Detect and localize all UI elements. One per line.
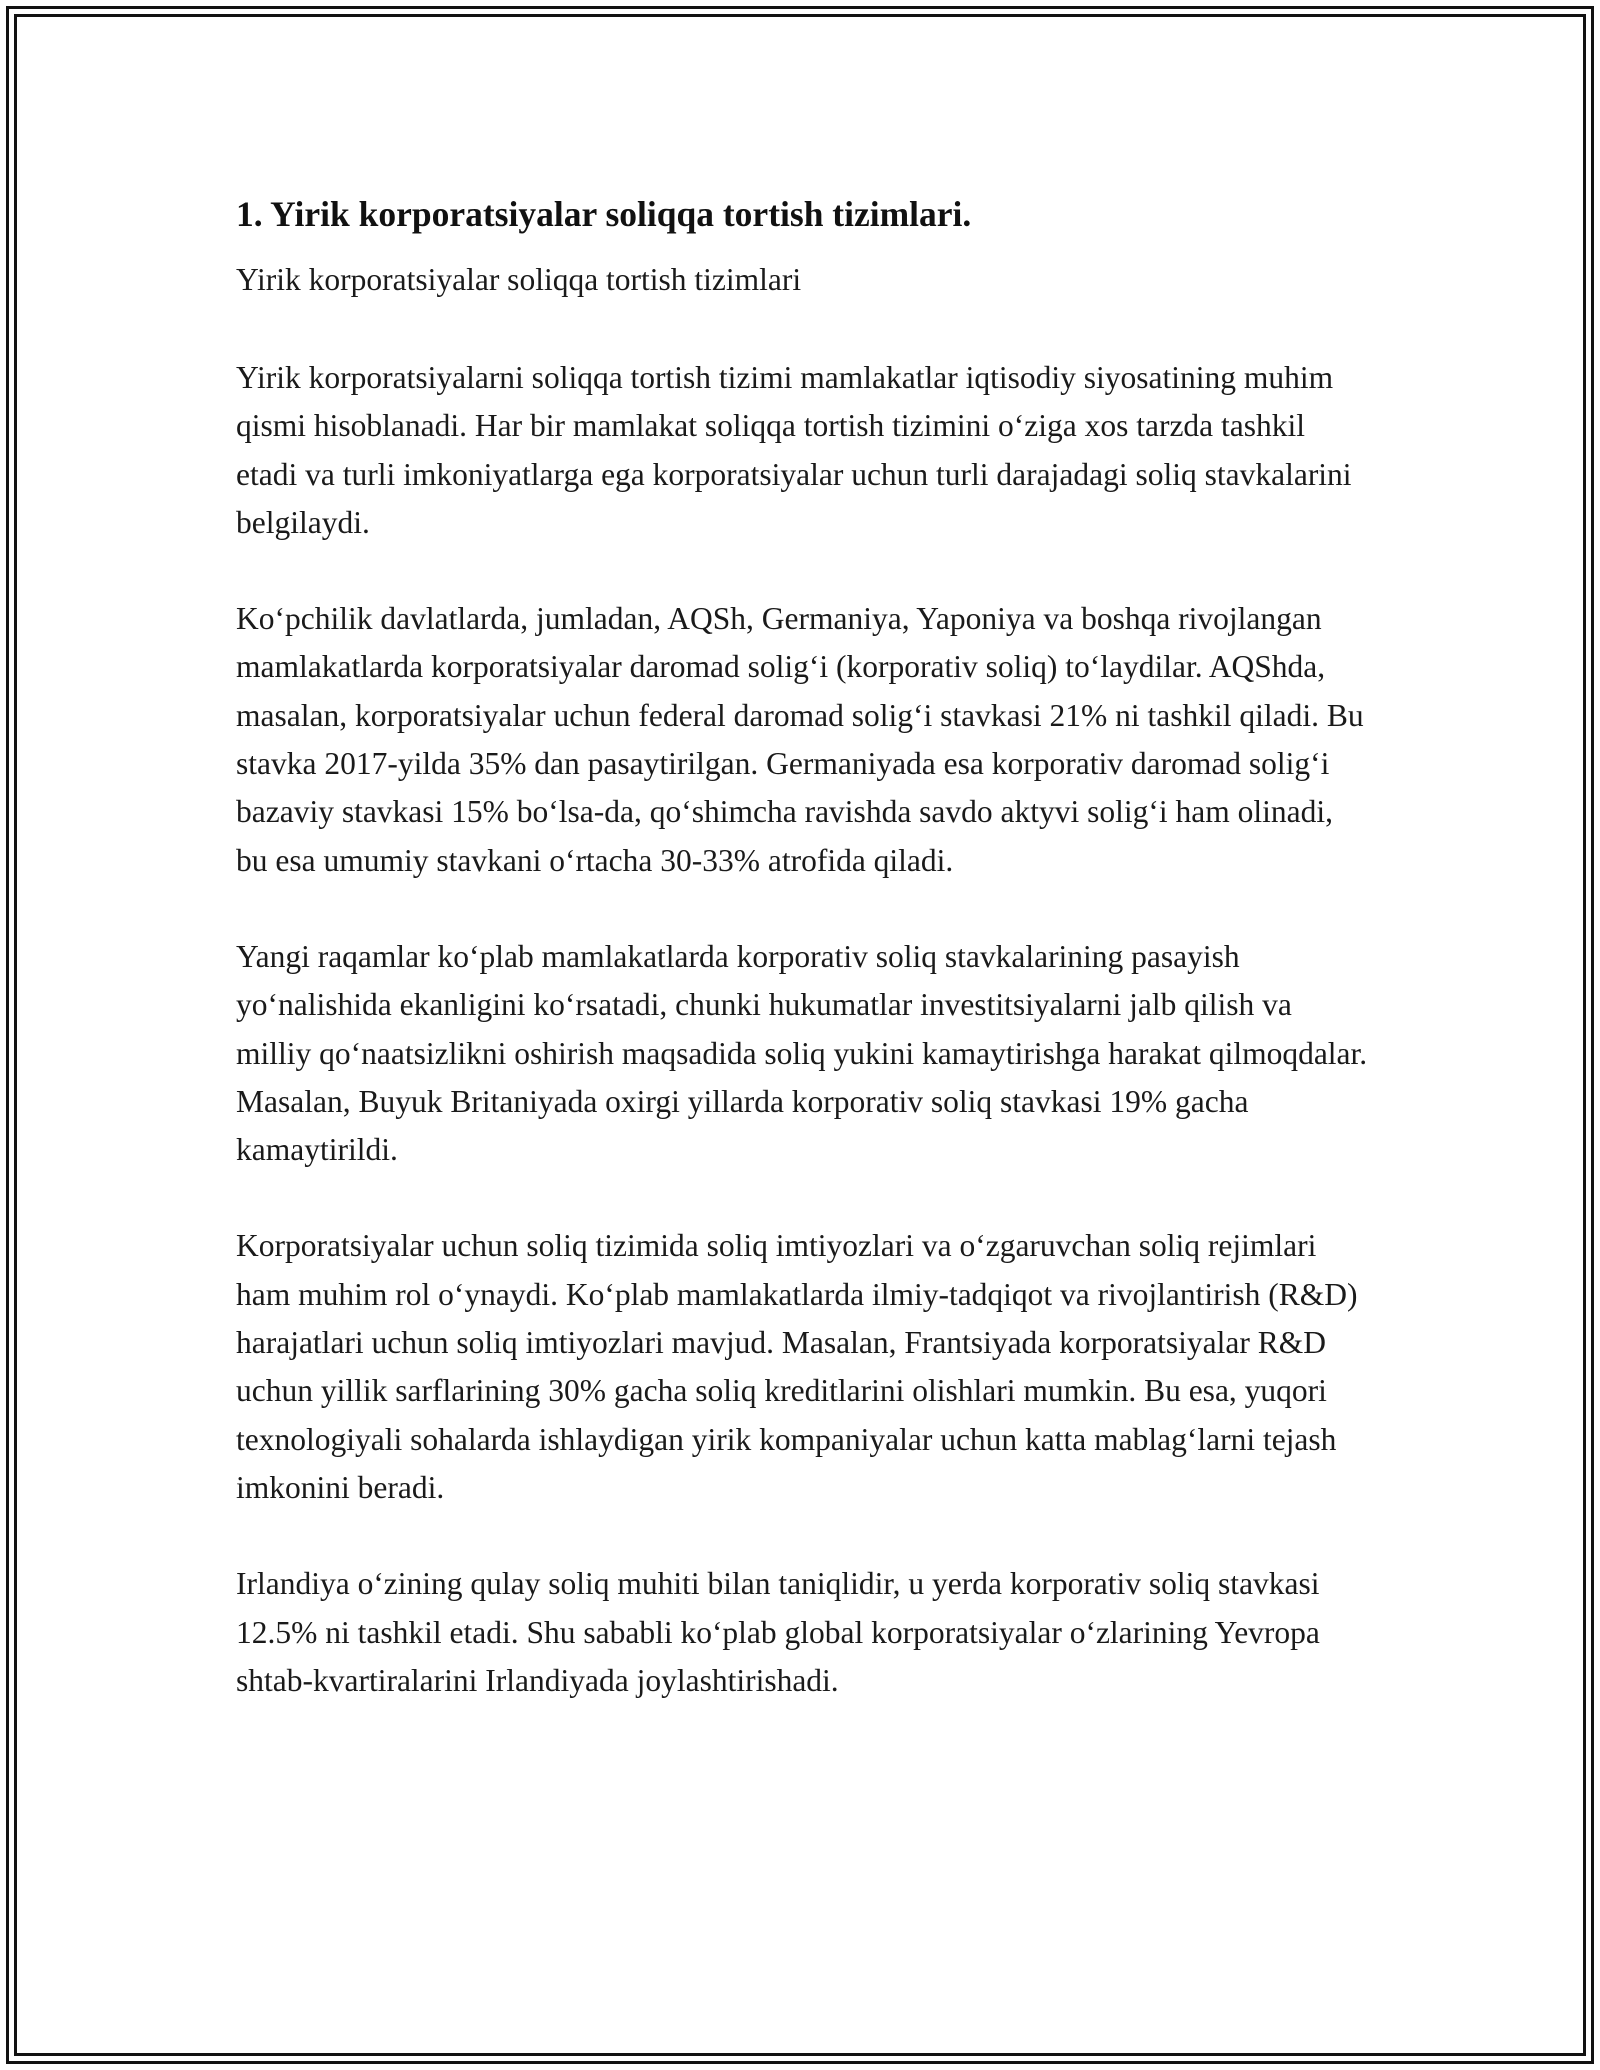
document-body xyxy=(236,188,1368,1705)
paragraph-rate-decline: Yangi raqamlar ko‘plab mamlakatlarda korporativ soliq stavkalarining pasayish yo‘nalishida ekanligini ko‘rsatadi, chunki hukumatlar investitsiyalarni jalb qilish va milliy qo‘naatsizlikni oshirish maqsadida soliq yukini kamaytirishga harakat qilmoqdalar. Masalan, Buyuk Britaniyada oxirgi yillarda korporativ soliq stavkasi 19% gacha kamaytirildi. xyxy=(236,938,1368,1168)
paragraph-developed-countries: Ko‘pchilik davlatlarda, jumladan, AQSh, Germaniya, Yaponiya va boshqa rivojlangan mamlakatlarda korporatsiyalar daromad solig‘i (korporativ soliq) to‘laydilar. AQShda, masalan, korporatsiyalar uchun federal daromad solig‘i stavkasi 21% ni tashkil qiladi. Bu stavka 2017-yilda 35% dan pasaytirilgan. Germaniyada esa korporativ daromad solig‘i bazaviy stavkasi 15% bo‘lsa-da, qo‘shimcha ravishda savdo aktyvi solig‘i ham olinadi, bu esa umumiy stavkani o‘rtacha 30-33% atrofida qiladi. xyxy=(236,601,1364,878)
document-heading: 1. Yirik korporatsiyalar soliqqa tortish tizimlari. xyxy=(236,194,972,234)
paragraph-tax-system-intro: Yirik korporatsiyalarni soliqqa tortish tizimi mamlakatlar iqtisodiy siyosatining muhim qismi hisoblanadi. Har bir mamlakat soliqqa tortish tizimini o‘ziga xos tarzda tashkil etadi va turli imkoniyatlarga ega korporatsiyalar uchun turli darajadagi soliq stavkalarini belgilaydi. xyxy=(236,360,1352,540)
paragraph-tax-incentives: Korporatsiyalar uchun soliq tizimida soliq imtiyozlari va o‘zgaruvchan soliq rejimlari ham muhim rol o‘ynaydi. Ko‘plab mamlakatlarda ilmiy-tadqiqot va rivojlantirish (R&D) harajatlari uchun soliq imtiyozlari mavjud. Masalan, Frantsiyada korporatsiyalar R&D uchun yillik sarflarining 30% gacha soliq kreditlarini olishlari mumkin. Bu esa, yuqori texnologiyali sohalarda ishlaydigan yirik kompaniyalar uchun katta mablag‘larni tejash imkonini beradi. xyxy=(236,1228,1358,1505)
paragraph-ireland: Irlandiya o‘zining qulay soliq muhiti bilan taniqlidir, u yerda korporativ soliq stavkasi 12.5% ni tashkil etadi. Shu sababli ko‘plab global korporatsiyalar o‘zlarining Yevropa shtab-kvartiralarini Irlandiyada joylashtirishadi. xyxy=(236,1566,1320,1698)
document-subtitle: Yirik korporatsiyalar soliqqa tortish tizimlari xyxy=(236,262,802,297)
